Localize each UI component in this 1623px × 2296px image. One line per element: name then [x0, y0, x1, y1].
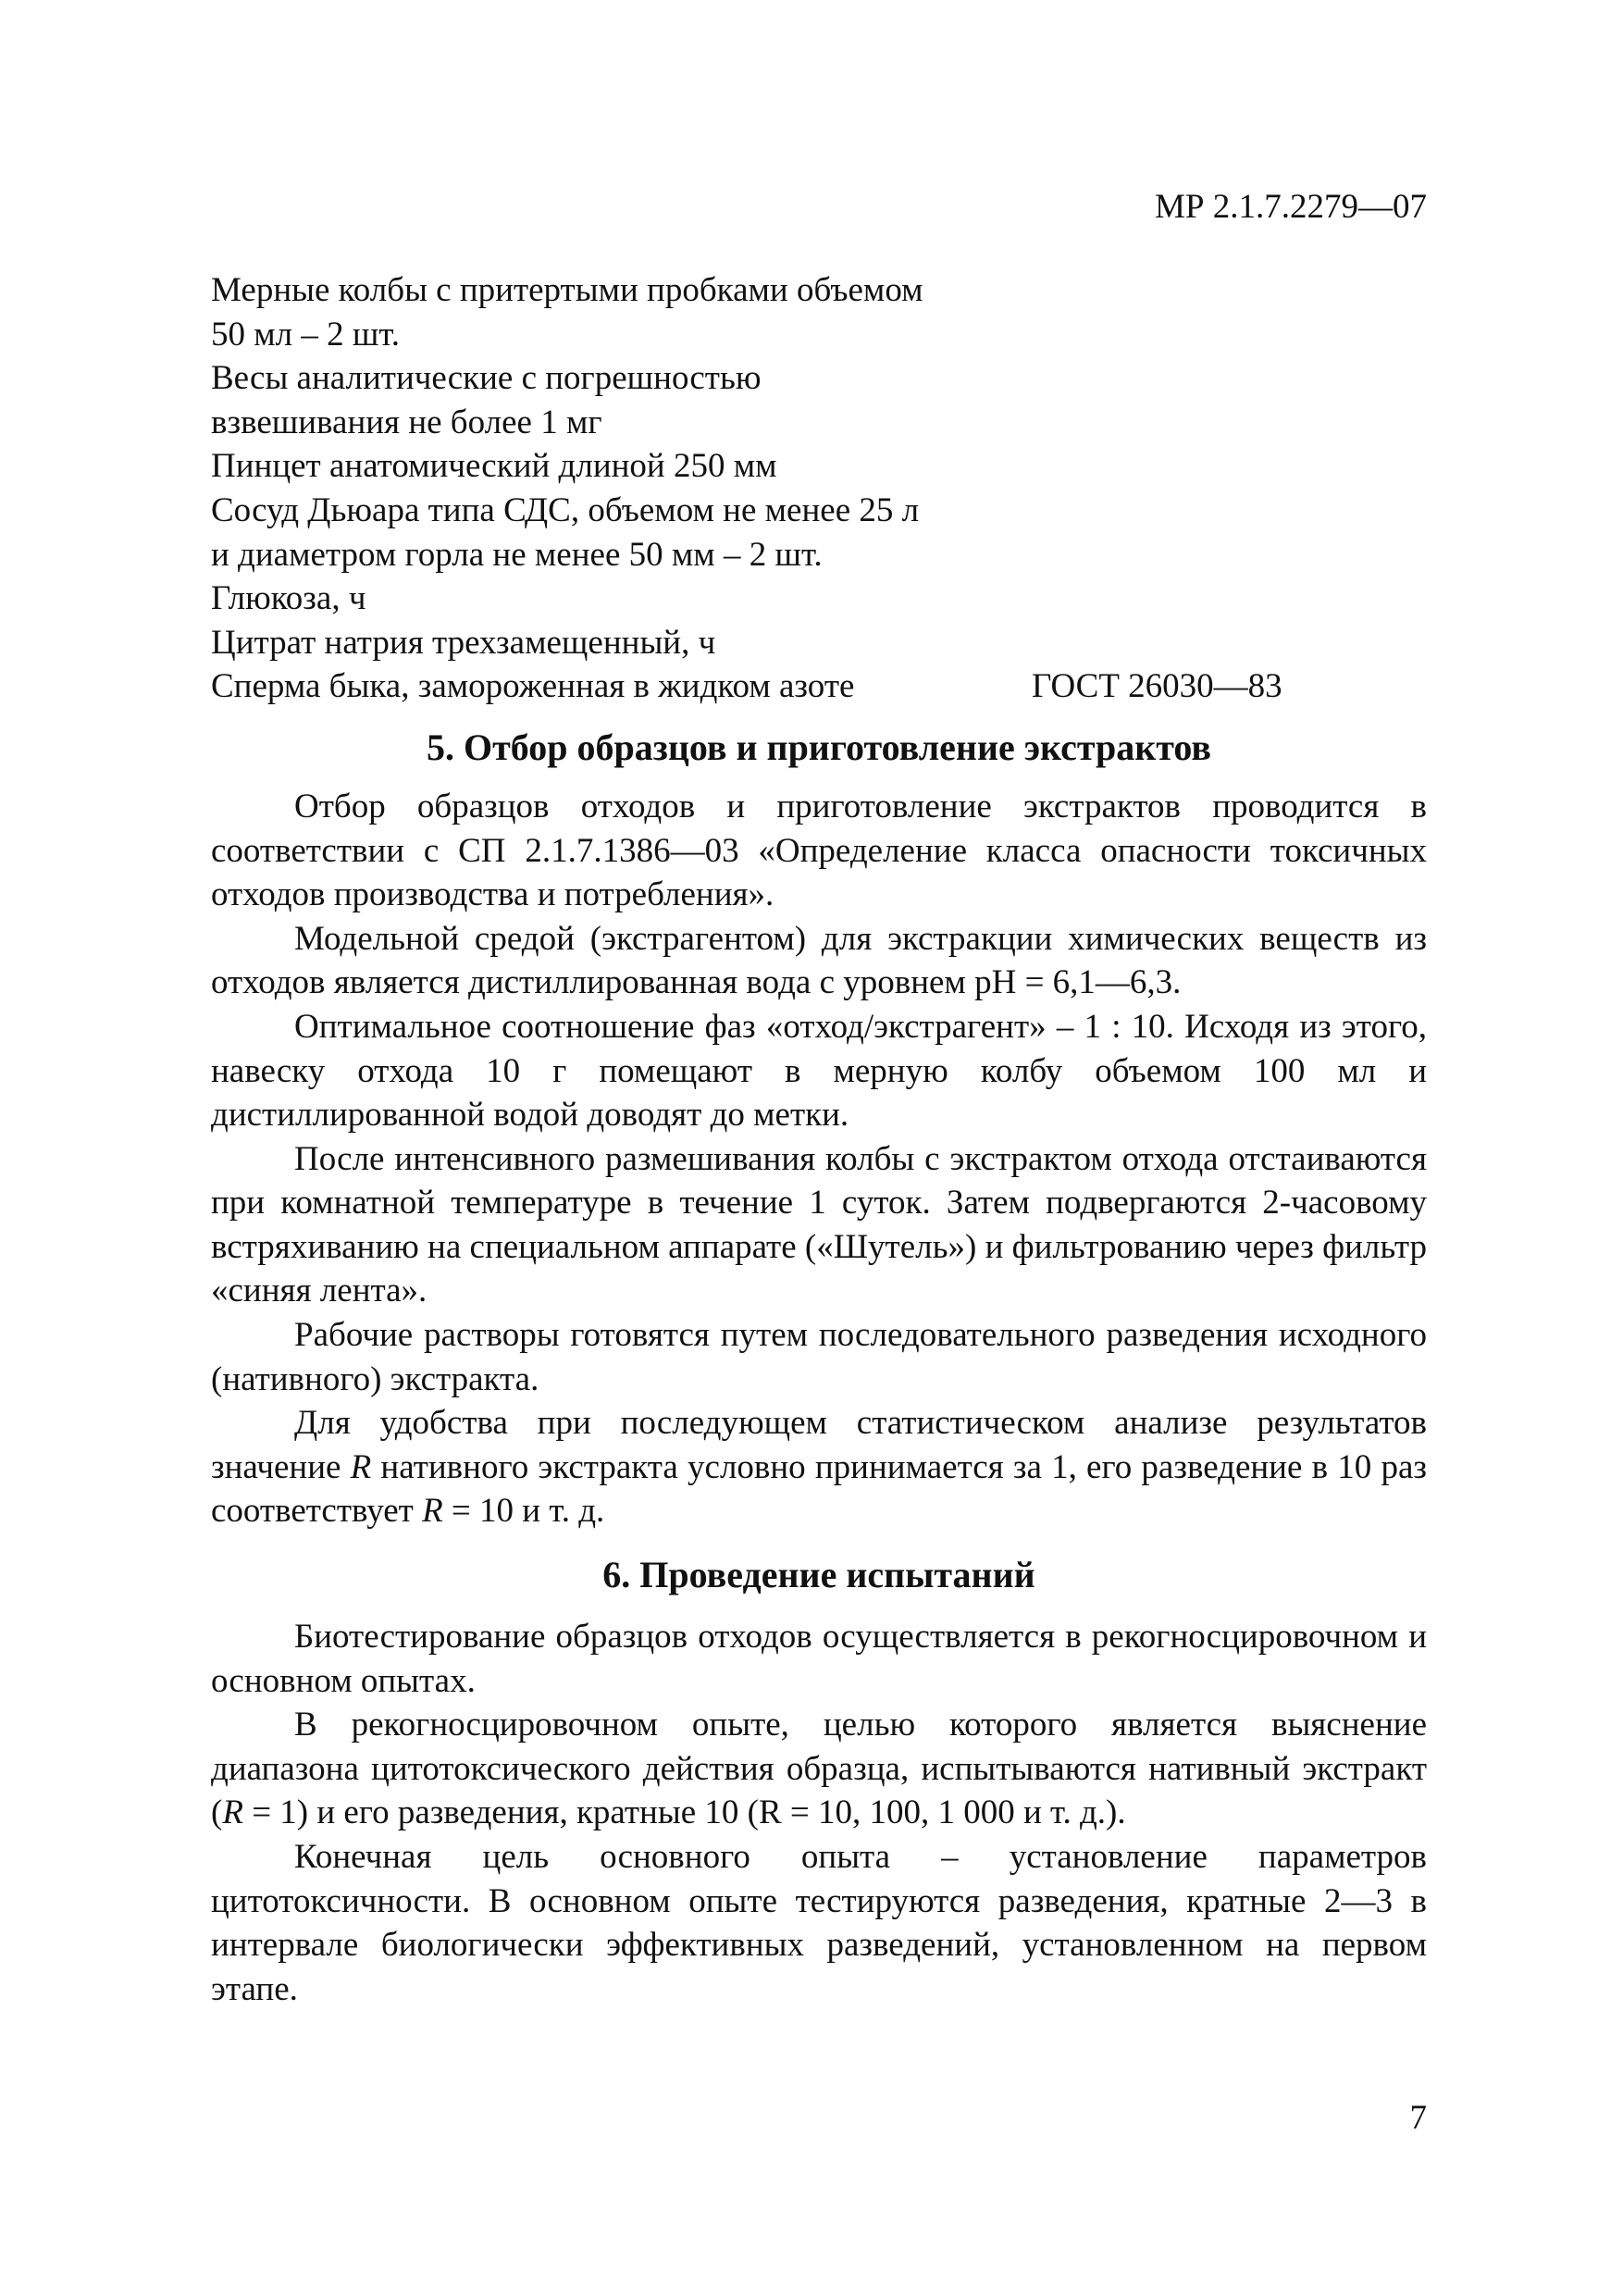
equipment-line: взвешивания не более 1 мг	[211, 403, 602, 441]
page-content	[211, 268, 1427, 2011]
equipment-line: Весы аналитические с погрешностью	[211, 359, 762, 398]
equipment-line: и диаметром горла не менее 50 мм – 2 шт.	[211, 535, 823, 574]
variable-r: R	[222, 1793, 243, 1832]
section-6-paragraph: Конечная цель основного опыта – установление параметров цитотоксичности. В основном опыте тестируются разведения, кратные 2—3 в интервале биологически эффективных разведений, установленном на первом этапе.	[211, 1838, 1427, 2008]
section-5-paragraph: Отбор образцов отходов и приготовление экстрактов проводится в соответствии с СП 2.1.7.1386—03 «Определение класса опасности токсичных отходов производства и потребления».	[211, 787, 1427, 914]
section-6-title: 6. Проведение испытаний	[602, 1554, 1035, 1596]
equipment-line: Глюкоза, ч	[211, 579, 366, 618]
equipment-line: Цитрат натрия трехзамещенный, ч	[211, 623, 716, 662]
equipment-line: Пинцет анатомический длиной 250 мм	[211, 447, 777, 486]
text-span: В рекогносцировочном опыте, целью которого является выяснение диапазона цитотоксического действия образца, испытываются нативный экстракт (	[211, 1706, 1427, 1832]
equipment-line: Мерные колбы с притертыми пробками объемом	[211, 271, 923, 309]
equipment-name: Сперма быка, замороженная в жидком азоте	[211, 667, 855, 706]
equipment-line: 50 мл – 2 шт.	[211, 315, 401, 354]
section-5-paragraph: Оптимальное соотношение фаз «отход/экстрагент» – 1 : 10. Исходя из этого, навеску отхода 10 г помещают в мерную колбу объемом 100 мл и дистиллированной водой доводят до метки.	[211, 1007, 1427, 1135]
equipment-row-with-standard	[211, 664, 1427, 709]
variable-r: R	[350, 1447, 372, 1486]
text-span: Для удобства при последующем статистическом анализе результатов значение	[211, 1404, 1427, 1486]
section-5-paragraph: Рабочие растворы готовятся путем последовательного разведения исходного (нативного) экстракта.	[211, 1316, 1427, 1398]
section-5-paragraph: Модельной средой (экстрагентом) для экстракции химических веществ из отходов является дистиллированная вода с уровнем pH = 6,1—6,3.	[211, 919, 1427, 1002]
section-5-paragraph	[211, 1401, 1427, 1533]
variable-r: R	[422, 1492, 443, 1531]
text-span: = 10 и т. д.	[442, 1492, 605, 1531]
document-code: МР 2.1.7.2279—07	[1155, 188, 1427, 226]
text-span: нативного экстракта условно принимается за 1, его разведение в 10 раз соответствует	[211, 1447, 1428, 1531]
text-span: = 1) и его разведения, кратные 10 (R = 10, 100, 1 000 и т. д.).	[242, 1793, 1126, 1832]
equipment-standard: ГОСТ 26030—83	[1032, 667, 1282, 706]
section-6-paragraph: Биотестирование образцов отходов осуществляется в рекогносцировочном и основном опытах.	[211, 1618, 1427, 1700]
equipment-list	[211, 268, 1427, 709]
page-number: 7	[1409, 2099, 1427, 2137]
section-5-title: 5. Отбор образцов и приготовление экстрактов	[427, 726, 1211, 768]
section-6-paragraph	[211, 1703, 1427, 1835]
section-5-paragraph: После интенсивного размешивания колбы с экстрактом отхода отстаиваются при комнатной температуре в течение 1 суток. Затем подвергаются 2-часовому встряхиванию на специальном аппарате («Шутель») и фильтрованию через фильтр «синяя лента».	[211, 1139, 1427, 1310]
equipment-line: Сосуд Дьюара типа СДС, объемом не менее 25 л	[211, 490, 920, 529]
